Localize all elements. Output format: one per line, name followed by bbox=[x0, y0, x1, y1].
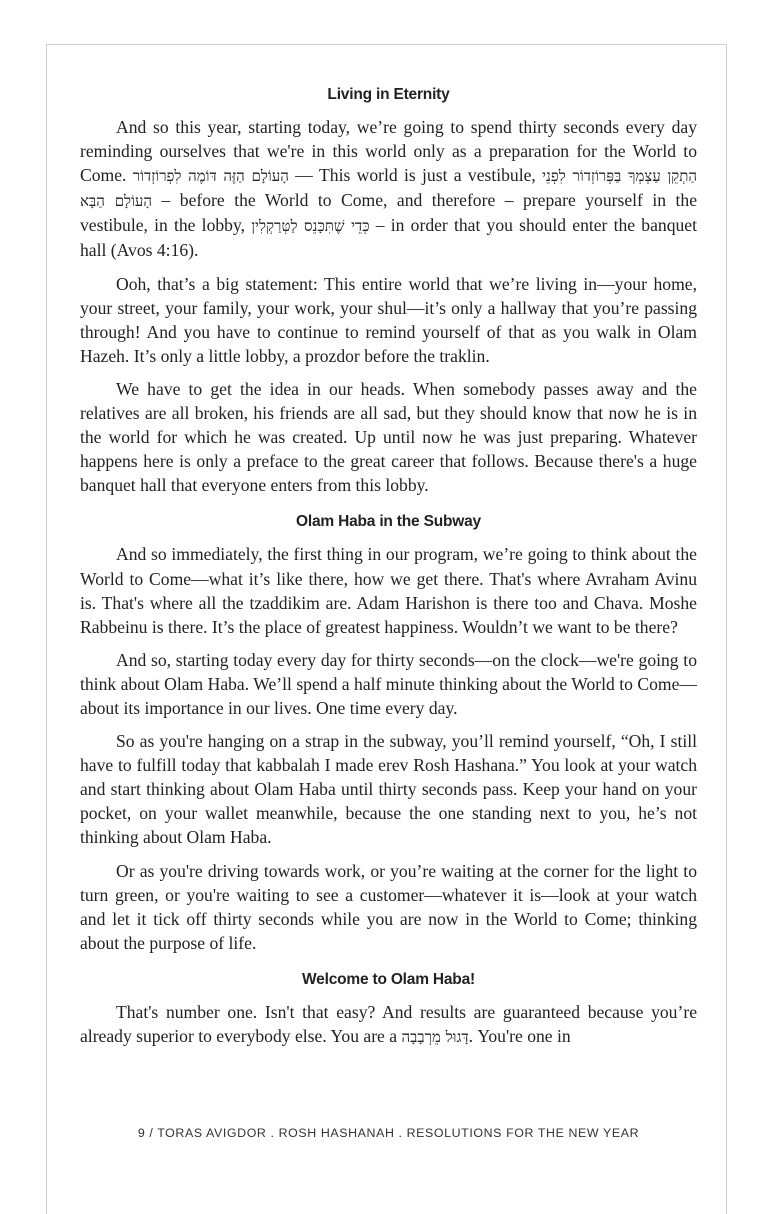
hebrew-quote: כְּדֵי שֶׁתִּכָּנֵס לַטְּרַקְלִין bbox=[251, 217, 370, 236]
section-heading: Living in Eternity bbox=[327, 86, 450, 103]
hebrew-quote: הַתְקֵן עַצְמְךָ בַּפְּרוֹזְדוֹר לִפְנֵי הָעוֹלָם הַבָּא bbox=[80, 167, 697, 211]
paragraph-text: Or as you're driving towards work, or you’re waiting at the corner for the light to turn green, or you're waiting to see a customer—whatever it is—look at your watch and let it tick off thirty seconds while you are now in the World to Come; thinking about the purpose of life. bbox=[80, 860, 697, 953]
paragraph bbox=[80, 272, 697, 368]
section-heading: Olam Haba in the Subway bbox=[296, 513, 481, 531]
paragraph bbox=[80, 859, 697, 955]
paragraph bbox=[80, 377, 697, 497]
section-heading: Welcome to Olam Haba! bbox=[302, 970, 475, 988]
page-content bbox=[80, 84, 697, 1049]
paragraph bbox=[80, 1000, 697, 1049]
paragraph bbox=[80, 729, 697, 849]
hebrew-quote: הָעוֹלָם הַזֶּה דּוֹמֶה לִפְרוֹזְדוֹר bbox=[132, 167, 289, 186]
paragraph-text: And so, starting today every day for thirty seconds—on the clock—we're going to think about Olam Haba. We’ll spend a half minute thinking about the World to Come—about its importance in our lives. One time every day. bbox=[80, 649, 697, 718]
paragraph-text: . You're one in bbox=[468, 1026, 571, 1046]
paragraph-text: So as you're hanging on a strap in the subway, you’ll remind yourself, “Oh, I still have to fulfill today that kabbalah I made erev Rosh Hashana.” You look at your watch and start thinking about Olam Haba until thirty seconds pass. Keep your hand on your pocket, on your wallet meanwhile, because the one standing next to you, he’s not thinking about Olam Haba. bbox=[80, 731, 697, 848]
paragraph-text: That's number one. Isn't that easy? And results are guaranteed because you’re already superior to everybody else. You are a bbox=[80, 1001, 697, 1046]
page-footer: 9 / TORAS AVIGDOR . ROSH HASHANAH . RESOLUTIONS FOR THE NEW YEAR bbox=[137, 1126, 640, 1140]
paragraph bbox=[80, 542, 697, 638]
paragraph-text: Ooh, that’s a big statement: This entire world that we’re living in—your home, your street, your family, your work, your shul—it’s only a hallway that you’re passing through! And you have to continue to remind yourself of that as you walk in Olam Hazeh. It’s only a little lobby, a prozdor before the traklin. bbox=[80, 273, 697, 366]
paragraph-text: — This world is just a vestibule, bbox=[288, 165, 543, 186]
paragraph-text: – before the World to Come, and therefore – prepare yourself in the vestibule, in the lobby, bbox=[80, 190, 698, 236]
paragraph-text: We have to get the idea in our heads. When somebody passes away and the relatives are all broken, his friends are all sad, but they should know that now he is in the world for which he was created. Up until now he was just preparing. Whatever happens here is only a preface to the great career that follows. Because there's a huge banquet hall that everyone enters from this lobby. bbox=[80, 378, 697, 496]
paragraph bbox=[80, 648, 697, 720]
paragraph-text: And so immediately, the first thing in our program, we’re going to think about the World to Come—what it’s like there, how we get there. That's where Avraham Avinu is. That's where all the tzaddikim are. Adam Harishon is there too and Chava. Moshe Rabbeinu is there. It’s the place of greatest happiness. Wouldn’t we want to be there? bbox=[80, 544, 697, 637]
paragraph-text: And so this year, starting today, we’re going to spend thirty seconds every day reminding ourselves that we're in this world only as a preparation for the World to Come. bbox=[80, 117, 697, 186]
hebrew-quote: דָּגוּל מֵרְבָבָה bbox=[401, 1028, 469, 1046]
paragraph bbox=[80, 115, 697, 263]
paragraph-text: – in order that you should enter the banquet hall (Avos 4:16). bbox=[80, 215, 697, 261]
